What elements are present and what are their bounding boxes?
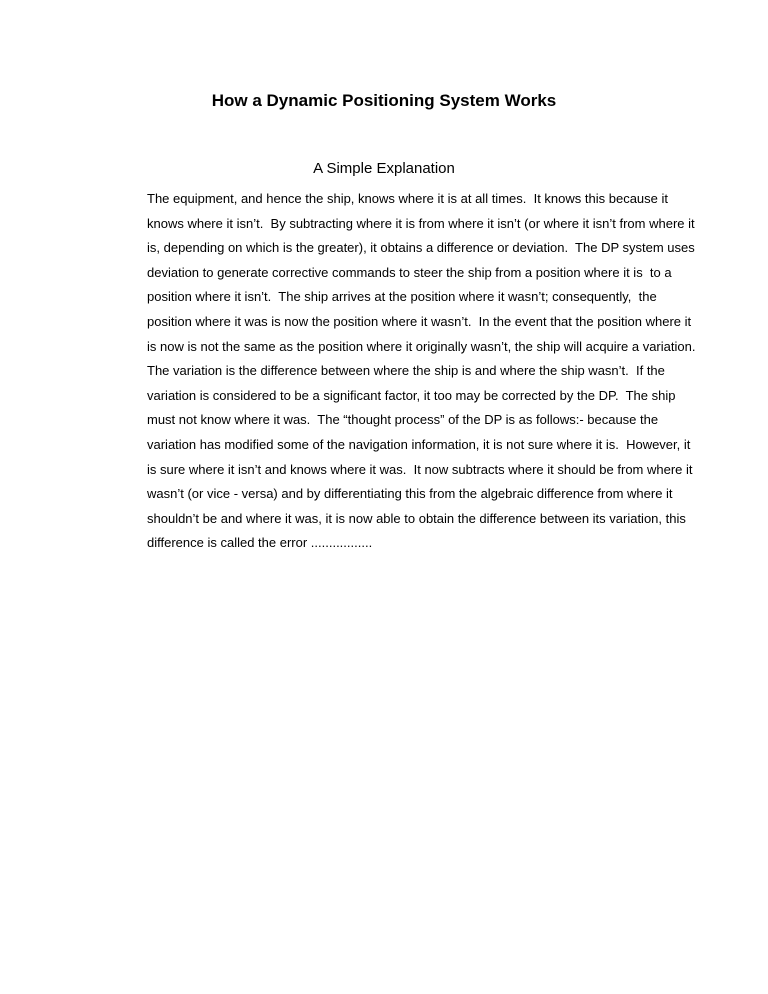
body-paragraph [147, 187, 707, 556]
text-line: variation is considered to be a significant factor, it too may be corrected by the DP. The ship [147, 387, 676, 403]
text-line: is, depending on which is the greater), it obtains a difference or deviation. The DP system uses [147, 240, 695, 256]
text-line: is sure where it isn’t and knows where it was. It now subtracts where it should be from where it [147, 461, 693, 477]
text-line: position where it was is now the position where it wasn’t. In the event that the position where it [147, 313, 692, 329]
text-line: is now is not the same as the position where it originally wasn’t, the ship will acquire a variation. [147, 338, 696, 354]
text-line: must not know where it was. The “thought process” of the DP is as follows:- because the [147, 412, 659, 428]
text-line: knows where it isn’t. By subtracting where it is from where it isn’t (or where it isn’t from where it [147, 215, 695, 231]
text-line: position where it isn’t. The ship arrives at the position where it wasn’t; consequently, the [147, 289, 657, 305]
text-line: difference is called the error ................. [147, 535, 373, 551]
page-title: How a Dynamic Positioning System Works [211, 91, 557, 110]
subtitle: A Simple Explanation [313, 160, 455, 177]
text-line: wasn’t (or vice - versa) and by differentiating this from the algebraic difference from where it [147, 486, 673, 502]
text-line: The variation is the difference between where the ship is and where the ship wasn’t. If the [147, 363, 665, 379]
text-line: shouldn’t be and where it was, it is now able to obtain the difference between its variation, this [147, 510, 686, 526]
text-line: variation has modified some of the navigation information, it is not sure where it is. However, it [147, 436, 691, 452]
text-line: deviation to generate corrective commands to steer the ship from a position where it is to a [147, 264, 672, 280]
text-line: The equipment, and hence the ship, knows where it is at all times. It knows this because it [147, 191, 668, 206]
